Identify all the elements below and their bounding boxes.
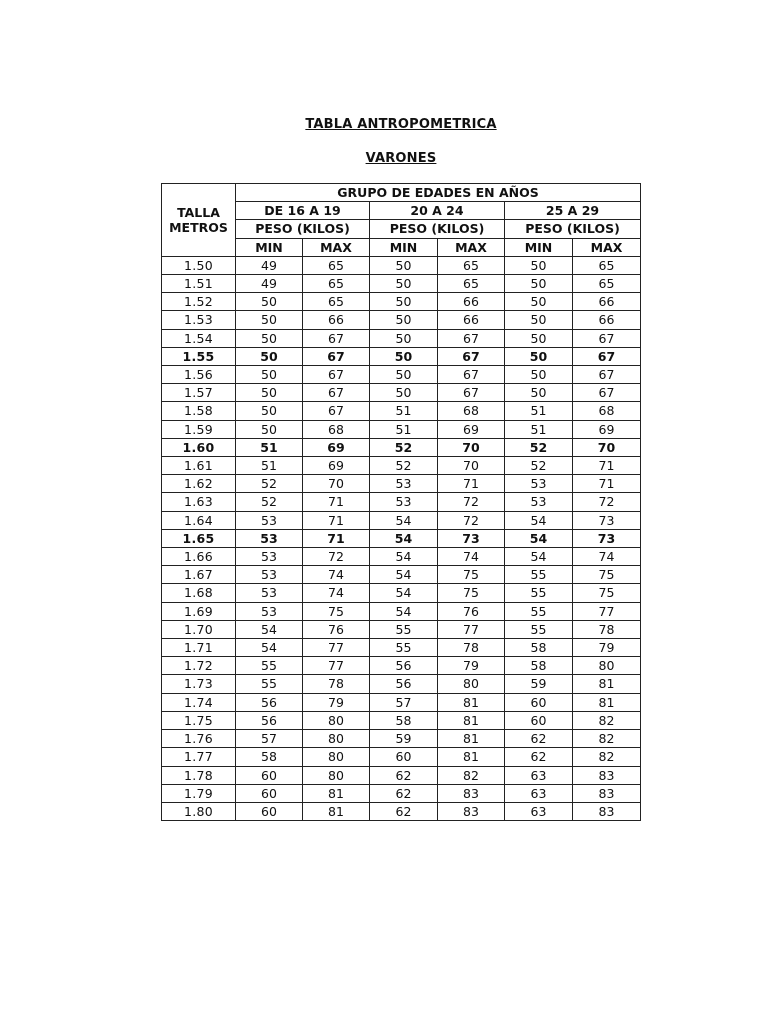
table-row [162,584,641,602]
weight-cell-max-20-24: 67 [438,384,505,402]
weight-cell-max-20-24: 72 [438,493,505,511]
weight-cell-min-25-29: 50 [505,275,573,293]
table-row [162,366,641,384]
weight-cell-max-25-29: 81 [573,693,641,711]
talla-cell: 1.72 [162,657,236,675]
weight-cell-max-16-19: 66 [303,311,370,329]
weight-cell-max-16-19: 67 [303,402,370,420]
weight-cell-max-20-24: 79 [438,657,505,675]
weight-cell-min-16-19: 50 [236,384,303,402]
talla-cell: 1.50 [162,256,236,274]
weight-cell-max-20-24: 70 [438,438,505,456]
weight-cell-min-16-19: 60 [236,802,303,820]
weight-cell-max-16-19: 77 [303,639,370,657]
talla-cell: 1.58 [162,402,236,420]
talla-cell: 1.68 [162,584,236,602]
talla-header-line1: TALLA [177,204,220,220]
weight-cell-max-16-19: 71 [303,529,370,547]
weight-cell-min-25-29: 50 [505,329,573,347]
weight-cell-max-25-29: 75 [573,584,641,602]
weight-cell-max-20-24: 65 [438,275,505,293]
weight-cell-min-16-19: 50 [236,347,303,365]
max-label: MAX [438,238,505,256]
table-row [162,730,641,748]
weight-cell-min-20-24: 52 [370,438,438,456]
weight-cell-max-16-19: 65 [303,275,370,293]
weight-cell-min-25-29: 51 [505,420,573,438]
table-body [162,256,641,820]
max-label: MAX [573,238,641,256]
weight-cell-min-20-24: 58 [370,711,438,729]
weight-cell-max-16-19: 80 [303,748,370,766]
weight-cell-max-16-19: 65 [303,256,370,274]
weight-cell-min-25-29: 50 [505,366,573,384]
weight-cell-min-16-19: 60 [236,766,303,784]
weight-cell-min-16-19: 52 [236,493,303,511]
weight-cell-min-20-24: 52 [370,457,438,475]
weight-cell-min-20-24: 50 [370,384,438,402]
weight-label: PESO (KILOS) [370,220,505,238]
weight-cell-min-25-29: 53 [505,475,573,493]
talla-cell: 1.77 [162,748,236,766]
talla-cell: 1.56 [162,366,236,384]
weight-cell-min-25-29: 54 [505,548,573,566]
table-row [162,566,641,584]
talla-cell: 1.62 [162,475,236,493]
weight-cell-max-16-19: 72 [303,548,370,566]
weight-cell-max-25-29: 68 [573,402,641,420]
weight-cell-max-16-19: 71 [303,511,370,529]
weight-cell-max-16-19: 81 [303,784,370,802]
weight-cell-min-20-24: 57 [370,693,438,711]
weight-cell-max-16-19: 65 [303,293,370,311]
weight-cell-max-16-19: 69 [303,457,370,475]
weight-cell-min-20-24: 53 [370,475,438,493]
weight-cell-max-25-29: 67 [573,384,641,402]
weight-cell-min-25-29: 55 [505,602,573,620]
weight-cell-max-25-29: 74 [573,548,641,566]
weight-cell-max-16-19: 81 [303,802,370,820]
weight-cell-min-16-19: 53 [236,511,303,529]
table-row [162,493,641,511]
talla-cell: 1.52 [162,293,236,311]
weight-cell-max-20-24: 67 [438,347,505,365]
weight-cell-max-25-29: 66 [573,311,641,329]
table-row [162,293,641,311]
weight-cell-min-25-29: 60 [505,693,573,711]
talla-cell: 1.69 [162,602,236,620]
min-label: MIN [370,238,438,256]
weight-cell-min-20-24: 56 [370,675,438,693]
weight-cell-max-20-24: 66 [438,311,505,329]
table-header [162,184,641,257]
talla-cell: 1.67 [162,566,236,584]
talla-cell: 1.65 [162,529,236,547]
table-row [162,475,641,493]
weight-cell-max-20-24: 81 [438,748,505,766]
table-row [162,766,641,784]
weight-cell-max-16-19: 79 [303,693,370,711]
weight-cell-max-25-29: 83 [573,784,641,802]
weight-cell-min-25-29: 54 [505,511,573,529]
weight-cell-min-16-19: 58 [236,748,303,766]
weight-cell-min-25-29: 54 [505,529,573,547]
table-row [162,529,641,547]
weight-cell-max-25-29: 83 [573,766,641,784]
weight-cell-min-25-29: 55 [505,620,573,638]
talla-cell: 1.59 [162,420,236,438]
table-row [162,639,641,657]
weight-cell-min-16-19: 57 [236,730,303,748]
talla-cell: 1.80 [162,802,236,820]
weight-cell-min-25-29: 52 [505,457,573,475]
table-row [162,620,641,638]
weight-cell-min-25-29: 58 [505,657,573,675]
weight-cell-min-20-24: 51 [370,420,438,438]
min-label: MIN [236,238,303,256]
weight-cell-max-20-24: 65 [438,256,505,274]
min-label: MIN [505,238,573,256]
talla-cell: 1.60 [162,438,236,456]
weight-cell-min-25-29: 50 [505,293,573,311]
weight-cell-min-16-19: 50 [236,420,303,438]
weight-cell-max-16-19: 67 [303,347,370,365]
header-row-group [162,184,641,202]
age-group-25-29: 25 A 29 [505,202,641,220]
talla-cell: 1.55 [162,347,236,365]
weight-cell-min-16-19: 50 [236,311,303,329]
weight-cell-min-25-29: 55 [505,584,573,602]
weight-cell-max-20-24: 81 [438,730,505,748]
weight-cell-min-25-29: 53 [505,493,573,511]
weight-cell-min-20-24: 54 [370,602,438,620]
weight-cell-min-16-19: 53 [236,584,303,602]
table-row [162,256,641,274]
weight-cell-min-25-29: 63 [505,766,573,784]
weight-cell-min-20-24: 54 [370,529,438,547]
weight-cell-min-20-24: 53 [370,493,438,511]
weight-cell-min-16-19: 53 [236,548,303,566]
talla-header-line2: METROS [169,219,228,235]
talla-cell: 1.70 [162,620,236,638]
age-group-16-19: DE 16 A 19 [236,202,370,220]
talla-cell: 1.53 [162,311,236,329]
weight-cell-min-16-19: 49 [236,275,303,293]
weight-cell-max-20-24: 81 [438,693,505,711]
weight-cell-max-16-19: 80 [303,766,370,784]
talla-cell: 1.66 [162,548,236,566]
weight-cell-min-16-19: 60 [236,784,303,802]
weight-cell-min-25-29: 63 [505,802,573,820]
table-row [162,675,641,693]
weight-cell-min-16-19: 53 [236,602,303,620]
document-subtitle: VARONES [365,151,437,166]
weight-cell-max-20-24: 70 [438,457,505,475]
weight-cell-min-20-24: 50 [370,311,438,329]
weight-cell-max-25-29: 82 [573,748,641,766]
table-row [162,802,641,820]
weight-label: PESO (KILOS) [505,220,641,238]
table-row [162,457,641,475]
talla-cell: 1.61 [162,457,236,475]
weight-cell-max-16-19: 77 [303,657,370,675]
weight-cell-max-25-29: 83 [573,802,641,820]
weight-cell-max-20-24: 69 [438,420,505,438]
weight-cell-max-25-29: 73 [573,511,641,529]
weight-cell-max-25-29: 77 [573,602,641,620]
talla-header [162,184,236,257]
weight-cell-min-25-29: 50 [505,384,573,402]
weight-cell-max-20-24: 72 [438,511,505,529]
weight-cell-max-16-19: 78 [303,675,370,693]
table-row [162,438,641,456]
table-row [162,275,641,293]
weight-cell-min-16-19: 55 [236,675,303,693]
weight-cell-min-20-24: 59 [370,730,438,748]
weight-cell-min-25-29: 60 [505,711,573,729]
weight-cell-max-25-29: 82 [573,711,641,729]
talla-cell: 1.63 [162,493,236,511]
weight-cell-min-16-19: 56 [236,693,303,711]
weight-cell-min-25-29: 51 [505,402,573,420]
table-row [162,748,641,766]
weight-cell-min-25-29: 52 [505,438,573,456]
talla-cell: 1.51 [162,275,236,293]
weight-cell-min-20-24: 50 [370,347,438,365]
talla-cell: 1.76 [162,730,236,748]
anthropometric-table [161,183,641,821]
weight-cell-min-20-24: 55 [370,620,438,638]
talla-cell: 1.54 [162,329,236,347]
weight-cell-min-25-29: 58 [505,639,573,657]
weight-cell-max-20-24: 81 [438,711,505,729]
weight-cell-min-16-19: 50 [236,329,303,347]
weight-cell-max-20-24: 75 [438,584,505,602]
weight-cell-min-20-24: 54 [370,566,438,584]
weight-cell-min-25-29: 59 [505,675,573,693]
weight-cell-min-16-19: 54 [236,639,303,657]
weight-cell-max-25-29: 81 [573,675,641,693]
weight-cell-min-20-24: 50 [370,329,438,347]
max-label: MAX [303,238,370,256]
weight-cell-max-20-24: 80 [438,675,505,693]
weight-cell-min-16-19: 49 [236,256,303,274]
weight-cell-max-25-29: 78 [573,620,641,638]
age-group-20-24: 20 A 24 [370,202,505,220]
weight-cell-min-25-29: 50 [505,347,573,365]
weight-cell-max-20-24: 67 [438,329,505,347]
weight-cell-min-20-24: 56 [370,657,438,675]
table-row [162,347,641,365]
weight-cell-max-16-19: 67 [303,329,370,347]
weight-cell-max-20-24: 76 [438,602,505,620]
weight-cell-max-20-24: 74 [438,548,505,566]
weight-cell-min-20-24: 51 [370,402,438,420]
weight-cell-min-20-24: 54 [370,511,438,529]
weight-cell-min-25-29: 50 [505,256,573,274]
weight-cell-min-20-24: 50 [370,256,438,274]
weight-cell-min-25-29: 55 [505,566,573,584]
weight-cell-max-25-29: 67 [573,329,641,347]
weight-cell-min-20-24: 50 [370,275,438,293]
weight-cell-max-16-19: 67 [303,366,370,384]
weight-cell-max-25-29: 67 [573,366,641,384]
weight-cell-min-20-24: 62 [370,784,438,802]
weight-cell-max-20-24: 73 [438,529,505,547]
age-group-header: GRUPO DE EDADES EN AÑOS [236,184,641,202]
table-row [162,602,641,620]
weight-cell-min-20-24: 55 [370,639,438,657]
weight-cell-max-25-29: 69 [573,420,641,438]
weight-cell-max-16-19: 71 [303,493,370,511]
weight-cell-min-20-24: 62 [370,766,438,784]
weight-cell-min-16-19: 50 [236,366,303,384]
weight-cell-min-20-24: 62 [370,802,438,820]
weight-cell-max-25-29: 79 [573,639,641,657]
weight-cell-min-16-19: 52 [236,475,303,493]
weight-cell-max-25-29: 67 [573,347,641,365]
table-row [162,548,641,566]
weight-cell-max-16-19: 68 [303,420,370,438]
weight-cell-min-20-24: 54 [370,584,438,602]
weight-cell-max-25-29: 71 [573,475,641,493]
weight-cell-min-25-29: 50 [505,311,573,329]
weight-cell-max-16-19: 76 [303,620,370,638]
weight-cell-max-25-29: 65 [573,275,641,293]
weight-cell-max-16-19: 70 [303,475,370,493]
table-row [162,420,641,438]
weight-cell-max-20-24: 66 [438,293,505,311]
weight-cell-max-25-29: 73 [573,529,641,547]
weight-cell-min-16-19: 50 [236,293,303,311]
weight-cell-min-20-24: 50 [370,366,438,384]
weight-cell-max-16-19: 74 [303,584,370,602]
weight-cell-max-25-29: 80 [573,657,641,675]
weight-cell-min-16-19: 51 [236,438,303,456]
weight-cell-min-20-24: 54 [370,548,438,566]
weight-cell-min-25-29: 63 [505,784,573,802]
table-row [162,384,641,402]
weight-cell-max-20-24: 71 [438,475,505,493]
weight-cell-max-16-19: 69 [303,438,370,456]
weight-cell-max-25-29: 75 [573,566,641,584]
talla-cell: 1.71 [162,639,236,657]
weight-cell-min-20-24: 50 [370,293,438,311]
talla-cell: 1.75 [162,711,236,729]
weight-cell-max-20-24: 68 [438,402,505,420]
weight-cell-max-16-19: 80 [303,711,370,729]
talla-cell: 1.74 [162,693,236,711]
document-title: TABLA ANTROPOMETRICA [305,117,497,132]
weight-cell-min-16-19: 55 [236,657,303,675]
table-row [162,311,641,329]
weight-cell-min-16-19: 51 [236,457,303,475]
weight-cell-min-16-19: 53 [236,529,303,547]
table-row [162,511,641,529]
talla-cell: 1.78 [162,766,236,784]
weight-cell-max-25-29: 66 [573,293,641,311]
weight-cell-max-20-24: 75 [438,566,505,584]
table-row [162,402,641,420]
weight-cell-max-16-19: 74 [303,566,370,584]
weight-cell-max-16-19: 67 [303,384,370,402]
weight-cell-min-25-29: 62 [505,730,573,748]
talla-cell: 1.57 [162,384,236,402]
table-row [162,657,641,675]
weight-cell-max-20-24: 83 [438,784,505,802]
talla-cell: 1.79 [162,784,236,802]
weight-cell-max-25-29: 65 [573,256,641,274]
table-row [162,693,641,711]
weight-label: PESO (KILOS) [236,220,370,238]
table-row [162,784,641,802]
weight-cell-max-16-19: 75 [303,602,370,620]
talla-cell: 1.64 [162,511,236,529]
weight-cell-min-16-19: 56 [236,711,303,729]
table-row [162,711,641,729]
weight-cell-max-20-24: 83 [438,802,505,820]
talla-cell: 1.73 [162,675,236,693]
weight-cell-min-16-19: 50 [236,402,303,420]
weight-cell-min-16-19: 53 [236,566,303,584]
weight-cell-max-20-24: 77 [438,620,505,638]
weight-cell-min-20-24: 60 [370,748,438,766]
weight-cell-max-20-24: 67 [438,366,505,384]
weight-cell-max-16-19: 80 [303,730,370,748]
weight-cell-max-25-29: 72 [573,493,641,511]
weight-cell-max-25-29: 71 [573,457,641,475]
weight-cell-min-16-19: 54 [236,620,303,638]
weight-cell-max-25-29: 70 [573,438,641,456]
weight-cell-max-20-24: 78 [438,639,505,657]
weight-cell-max-25-29: 82 [573,730,641,748]
weight-cell-max-20-24: 82 [438,766,505,784]
weight-cell-min-25-29: 62 [505,748,573,766]
table-row [162,329,641,347]
